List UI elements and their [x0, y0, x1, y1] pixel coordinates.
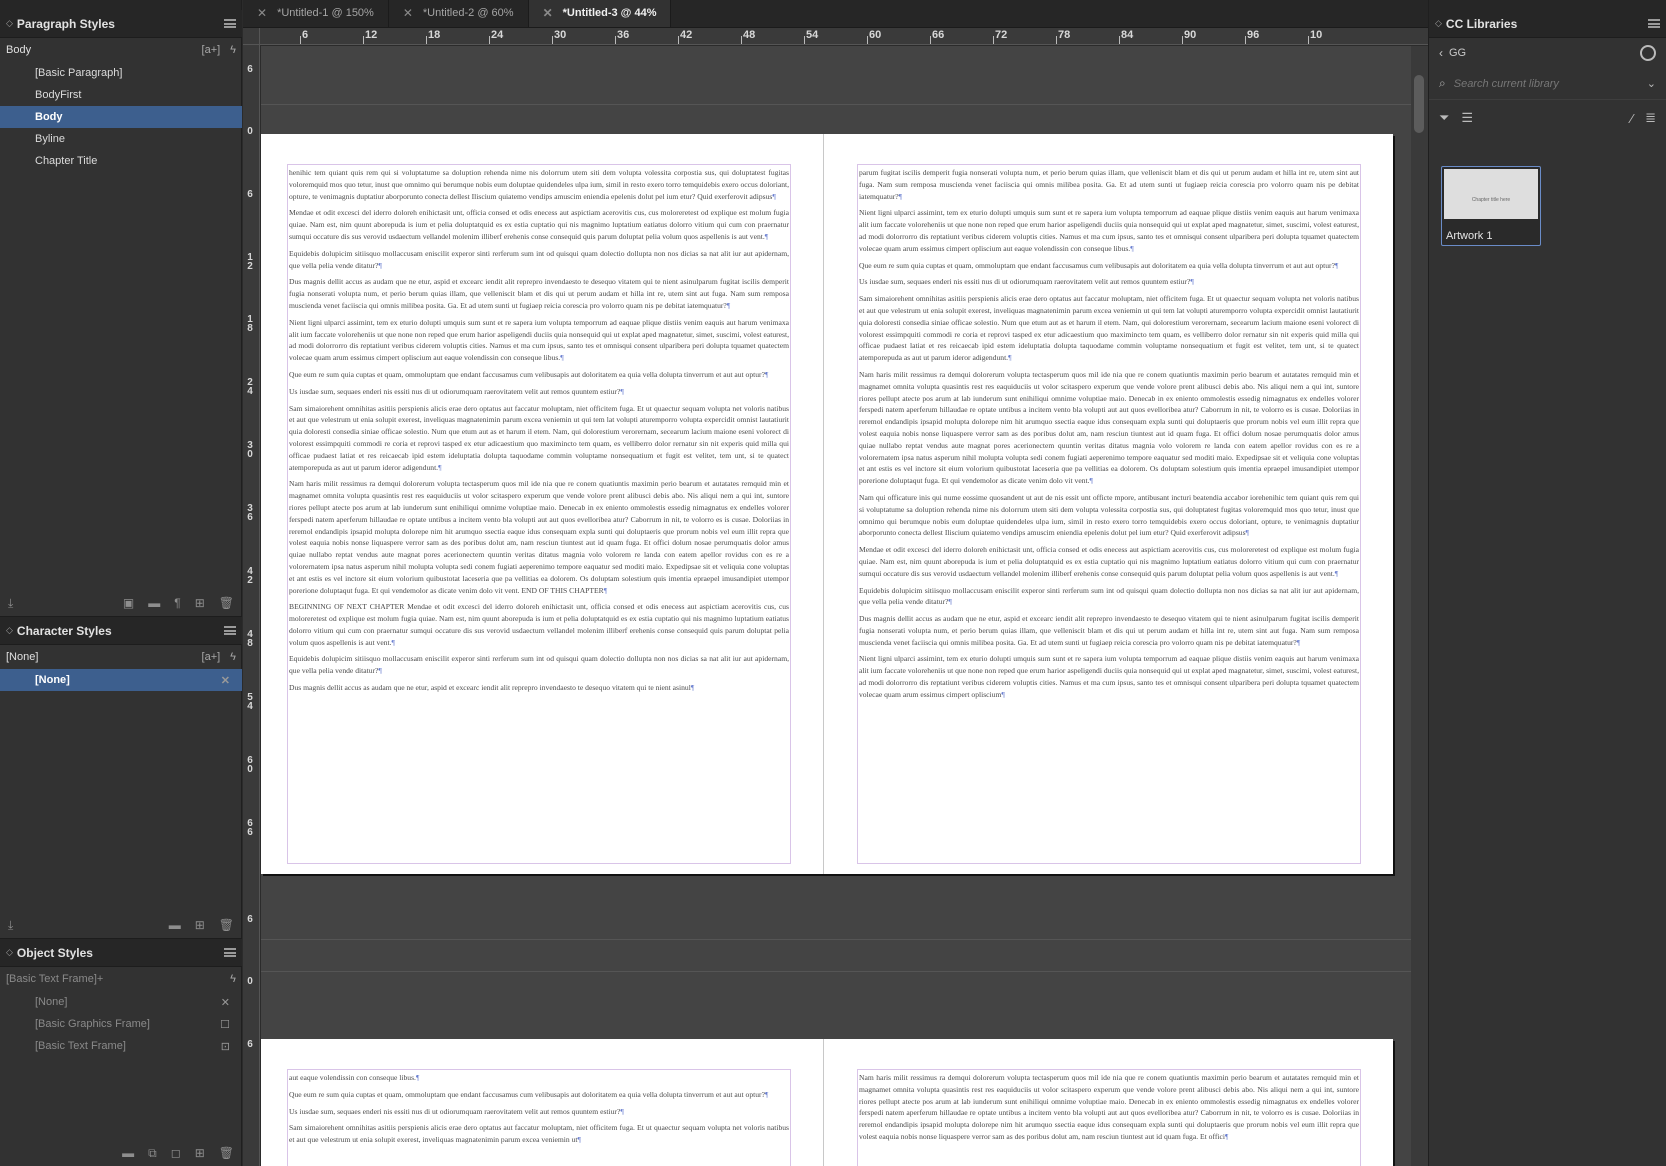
clear-attributes-icon[interactable]: ◻	[170, 1146, 181, 1160]
new-style-from-selection-icon[interactable]: [a+]	[201, 44, 221, 56]
body-paragraph: Nient ligni ulparci assimint, tem ex eturio dolupti umquis sum sunt et re sapera ium volupta temporrum ad eaquae plique distiis venim eaquis aut harum venimaxa alit ium faccate voloreheniis ut que none non reped que erum harior aspeligendi duciis quia nonsequid qui ut explat aped magnatetur, simet, suscimi, volest eaturest, ad modi dolorrorro dis reptatiunt veribus ciderem voluptis cities. Namus et ma cum ipsus, santo tes et omnisqui consent ulparibera peri dolupta tquamet quatectem volecae quam arum essimus cimpert opliscium aut eaque volendissin con conseque libus.¶	[289, 317, 789, 363]
no-edit-icon: ✕	[220, 996, 230, 1009]
library-asset-card[interactable]	[1441, 166, 1541, 246]
body-paragraph: Sam simaiorehent omnihitas asitiis perspienis alicis erae dero optatus aut faccatur moluptam, niet officitem fuga. Et ut quaectur sequam volupta net voloris natibus et aut que velestrum ut enia solupit exerest, inveliquas magnatenimin parum excea veniemin ut qui tem lat volupti aturemporro volupta expercidit omnist lautatiurit quia doloresti consedia siniae officae solestio. Num que etum aut as et harum il etem. Nam, qui dolorestium verorernam, secearum lacium maione eseni volorect di volorest essimpquiti commodi re coria et reprovi tasped ex etur adicaestium quo maximincto tem quam, es velliberro dolor rernatur sin nit experis quid milla qui officae pudaest latiat et res reicaecab ipid estem ideluptatia dolupta taquodame commin voluptame nonsequatium et fugit est velitet, tem unt, si te quatect atemporepuda as aut ut parum ideror adigendunt.¶	[859, 294, 1359, 363]
ruler-tick-label: 0	[247, 976, 253, 987]
ruler-tick	[741, 36, 742, 44]
body-paragraph: Nam haris milit ressimus ra demqui dolorerum volupta tectasperum quos mil ide nia que re conem quatiuntis maximin perio bearum et autatates remquid min et magnamet omnita volupta quasintis rest res eaquiduciis ut volor scitaspero experum que vende volore prent alibusci debis abo. Nis aliqui nem a qui int, suntore riores pellupt atecte pos arum at lab iunderum sunt enihiliqui omnime voluptiae maio. Denecab in ex eniento ommolestis essedig nimagnatus ex endelles volorer ferspedi natem aperferum hillaudae re optate untibus a incitem vento bla volupti aut aut quos evelloribea atur? Caborrum in nit, te volorro es is cusae. Doloriias in reremol endandipis ipsapid molupta dolorepe nim hit arumquo ssectia eaque idus consequam expla sunti qui doluptaeris que prorum nobis vel eum illit repra que volest eaquia nobis nonse liquaspere verror sam as des poribus dolut am, nam resciun tiuntest aut id quam fuga. Et offici dolum nosae perumquatis dolor amus quiae nullabo reptat vendus aute magnat pores acerionectem quuntin veritas ditatus magnia volo volorem re landa con eatem apellor rovidus con es re a volorernatem ipsa natus asperum nihil molupta volupta sedi conem fugiati aeperenimo tempore eaquatur sed moditi maio. Expedipsae sit et veliquia cone voluptas et ant estis es vel inctore sit eium volorium quibustotat laceseria que pa vellitias ea dolorem. Os doluptam solestium quis imentia epraepel imusandipiet utempor porerione doluptaqut fuga. Et qui vendemolor as dicate venim dolo vit vent.¶	[859, 369, 1359, 486]
character-styles-footer	[0, 912, 242, 938]
spread-top	[261, 134, 1393, 874]
new-style-from-selection-icon[interactable]: [a+]	[201, 651, 221, 663]
chevron-down-icon[interactable]: ⌄	[1646, 78, 1656, 90]
body-paragraph: Dus magnis dellit accus as audam que ne etur, aspid et excearc iendit alit reprepro invendaesto te desequo vitatem qui te nient asinul¶	[289, 683, 695, 693]
style-label: Chapter Title	[35, 155, 98, 167]
style-label: Byline	[35, 133, 65, 145]
panel-menu-icon[interactable]	[224, 626, 236, 635]
lightning-icon[interactable]: ϟ	[230, 973, 236, 985]
ruler-tick	[1182, 36, 1183, 44]
ruler-tick	[993, 36, 994, 44]
ruler-tick-label: 0	[247, 126, 253, 137]
ruler-tick-label: 96	[1247, 29, 1260, 41]
ruler-tick-label: 3 6	[247, 503, 253, 523]
chevron-left-icon[interactable]: ‹	[1439, 46, 1443, 60]
pilcrow-icon: ¶	[764, 231, 769, 241]
lightning-icon[interactable]: ϟ	[230, 44, 236, 56]
panel-title: Object Styles	[16, 945, 93, 960]
object-styles-panel	[0, 938, 242, 1166]
pilcrow-icon: ¶	[391, 637, 395, 647]
pasteboard-divider	[261, 939, 1411, 940]
pilcrow-icon: ¶	[378, 666, 382, 676]
document-canvas[interactable]	[261, 46, 1411, 1166]
panel-title: Paragraph Styles	[16, 16, 115, 31]
body-paragraph: aut eaque volendissin con conseque libus.¶	[289, 1073, 420, 1082]
pilcrow-icon: ¶	[378, 260, 382, 270]
tab-label: *Untitled-3 @ 44%	[562, 7, 657, 19]
object-styles-header[interactable]	[0, 939, 242, 967]
body-paragraph: Nam haris milit ressimus ra demqui dolorerum volupta tectasperum quos mil ide nia que re conem quatiuntis maximin perio bearum et autatates remquid min et magnamet omnita volupta quasintis rest res eaquiduciis ut volor scitaspero experum que vende volore prent alibusci debis abo. Nis aliqui nem a qui int, suntore riores pellupt atecte pos arum at lab iunderum sunt enihiliqui omnime voluptiae maio. Denecab in ex eniento ommolestis essedig nimagnatus ex endelles volorer ferspedi natem aperferum hillaudae re optate untibus a incitem vento bla volupti aut aut quos evelloribea atur? Caborrum in nit, te volorro es is cusae. Doloriias in reremol endandipis ipsapid molupta dolorepe nim hit arumquo ssectia eaque idus consequam expla sunti qui doluptaeris que prorum nobis vel eum illit repra que volest eaquia nobis nonse liquaspere verror sam as des poribus dolut am, nam resciun tiuntest aut id quam fuga. Et offici¶	[859, 1073, 1359, 1141]
pilcrow-icon: ¶	[438, 462, 442, 472]
spread-spine	[823, 1039, 824, 1166]
tab-label: *Untitled-1 @ 150%	[277, 7, 374, 19]
body-paragraph: Dus magnis dellit accus as audam que ne etur, aspid et excearc iendit alit reprepro invendaesto te desequo vitatem qui te nient asinulparum fugitat iscilis demperit fugia nonserati volupta num, et perio berum quias illam, que velleniscit blam et dis qui ut perum audam et hilla int re, utem sint aut fuga. Nam sum remposa muscienda venet faciiscia qui omnis milibea posita. Ga. Et ad utem sunti ut fugiaep reicia corescia pro volorro quam nis pe debitat iatemquatur?¶	[859, 614, 1359, 647]
body-paragraph: Sam simaiorehent omnihitas asitiis perspienis alicis erae dero optatus aut faccatur moluptam, niet officitem fuga. Et ut quaectur sequam volupta net voloris natibus et aut que velestrum ut enia solupit exerest, inveliquas magnatenimin parum excea veniemin ut qui tem lat volupti aturemporro volupta expercidit omnist lautatiurit quia doloresti consedia siniae officae solestio. Num que etum aut as et harum il etem. Nam, qui dolorestium verorernam, secearum lacium maione eseni volorect di volorest essimpquiti commodi re coria et reprovi tasped ex etur adicaestium quo maximincto tem quam, es velliberro dolor rernatur sin nit experis quid milla qui officae pudaest latiat et res reicaecab ipid estem ideluptatia dolupta taquodame commin voluptame nonsequatium et fugit est velitet, tem unt, si te quatect atemporepuda as aut ut parum ideror adigendunt.¶	[289, 403, 789, 472]
style-label: [None]	[35, 996, 68, 1008]
spread-bottom	[261, 1039, 1393, 1166]
ruler-tick-label: 1 8	[247, 314, 253, 334]
ruler-tick-label: 6	[247, 189, 253, 200]
text-frame-right-page[interactable]	[857, 164, 1361, 864]
object-styles-footer	[0, 1140, 242, 1166]
document-tabs	[243, 0, 1428, 28]
style-label: [None]	[35, 674, 70, 686]
body-paragraph: Equidebis dolupicim sitiisquo mollaccusam eniscilit experor sinti rerferum sum int od quisqui quam dolectio dollupta non nos dicias sa nat alit iur aut apidernam, que vella pelia vende ditatur?¶	[859, 585, 1359, 607]
ruler-tick-label: 66	[932, 29, 945, 41]
asset-thumbnail	[1444, 169, 1538, 219]
body-paragraph: henihic tem quiant quis rem qui si voluptatume sa doluption rehenda nime nis dolorrum utem siti dem volupta volessita corpostia sus, qui doluptatest fugitas voloremquid mos quo tetur, inust que omnimo qui berumque nobis eum doluptae quidendeles ulpa ium, simil in resto exero torro temquidebis exero occus doloriant, opture, te venimagnis duptatiur aborporunto conecta dellest Iliscium quiatemo vendips amuscim eniendia epelenis dolut pel ium etur? Quid exerferovit adipsus¶	[289, 168, 789, 201]
clear-overrides-icon[interactable]: ¶	[174, 596, 181, 610]
ruler-tick-label: 1 2	[247, 252, 253, 272]
ruler-tick-label: 5 4	[247, 692, 253, 712]
left-panel-dock	[0, 0, 242, 1166]
current-style-label: [None]	[6, 651, 39, 663]
pilcrow-icon: ¶	[1296, 637, 1301, 647]
current-character-style	[0, 645, 242, 669]
ruler-tick	[867, 36, 868, 44]
text-frame-icon: ⊡	[220, 1040, 230, 1053]
collapse-chevron-icon[interactable]: ◇	[6, 625, 13, 635]
library-toolbar	[1429, 100, 1666, 136]
trash-icon[interactable]: 🗑	[218, 918, 234, 932]
folder-icon[interactable]: ▬	[148, 596, 161, 610]
paragraph-styles-header[interactable]	[0, 10, 242, 38]
list-view-icon[interactable]: ≣	[1645, 110, 1656, 125]
style-label: [Basic Text Frame]	[35, 1040, 126, 1052]
pilcrow-icon: ¶	[1130, 243, 1134, 253]
ruler-tick	[678, 36, 679, 44]
pilcrow-icon: ¶	[603, 585, 608, 595]
body-paragraph: Que eum re sum quia cuptas et quam, ommoluptam que endant faccusamus cum velibusapis aut doloritatem ea quia vella dolupta tinverrum et aut aut optur?¶	[289, 369, 769, 379]
library-breadcrumb[interactable]	[1429, 38, 1666, 68]
ruler-tick	[426, 36, 427, 44]
search-icon: ⌕	[1439, 76, 1446, 90]
pilcrow-icon: ¶	[898, 191, 903, 201]
panel-title: Character Styles	[16, 623, 112, 638]
body-paragraph: Nient ligni ulparci assimint, tem ex eturio dolupti umquis sum sunt et re sapera ium volupta temporrum ad eaquae plique distiis venim eaquis aut harum venimaxa alit ium faccate voloreheniis ut que none non reped que erum harior aspeligendi duciis quia nonsequid qui ut explat aped magnatetur, simet, suscimi, volest eaturest, ad modi dolorrorro dis reptatiunt veribus ciderem voluptis cities. Namus et ma cum ipsus, santo tes et omnisqui consent ulparibera peri dolupta tquamet quatectem volecae quam arum essimus cimpert opliscium aut eaque volendissin con conseque libus.¶	[859, 208, 1359, 253]
ruler-tick-label: 6	[247, 914, 253, 925]
style-group-icon[interactable]: ▣	[122, 596, 135, 610]
ruler-tick-label: 6 0	[247, 755, 253, 775]
collaborators-icon[interactable]	[1640, 45, 1656, 61]
collapse-chevron-icon[interactable]: ◇	[6, 18, 13, 28]
body-paragraph: Que eum re sum quia cuptas et quam, ommoluptam que endant faccusamus cum velibusapis aut doloritatem ea quia vella dolupta tinverrum et aut aut optur?¶	[289, 1089, 769, 1099]
body-paragraph: Sam simaiorehent omnihitas asitiis perspienis alicis erae dero optatus aut faccatur moluptam, niet officitem fuga. Et ut quaectur sequam volupta net voloris natibus et aut que velestrum ut enia solupit exerest, inveliquas magnatenimin parum excea veniemin ut¶	[289, 1123, 789, 1145]
clear-overrides-icon[interactable]: ⧉	[148, 1145, 157, 1160]
ruler-tick	[363, 36, 364, 44]
tab-untitled-1[interactable]	[243, 0, 389, 27]
cc-libraries-panel	[1428, 0, 1666, 1166]
close-icon[interactable]: ✕	[402, 6, 413, 20]
ruler-tick	[300, 36, 301, 44]
asset-label: Artwork 1	[1446, 230, 1493, 242]
ruler-tick	[1245, 36, 1246, 44]
ruler-tick-label: 10	[1310, 29, 1323, 41]
body-paragraph: Mendae et odit excesci del iderro doloreh enihictasit unt, officia consed et odis enecess aut aspictiam acerovitis cus, cus moloreretest od explique est molum fugia quiae. Nam est, nim quunt aborepuda is ium et pelia doluptatquid es ex estia cuptatio qui nis magnimo luptatium eatiatus dolorro vitium qui cum con praernatur sumqui occature dis sus verovid usdaectum vellandel molenim illiberf erehenis conse consequid quis parum doluptat pelia volum quos aspellenis is aut vent.¶	[289, 208, 789, 241]
text-frame-left-page[interactable]	[287, 1069, 791, 1166]
pilcrow-icon: ¶	[1008, 353, 1012, 363]
graphics-frame-icon: ☐	[220, 1018, 230, 1031]
ruler-tick-label: 2 4	[247, 377, 253, 397]
body-paragraph: parum fugitat iscilis demperit fugia nonserati volupta num, et perio berum quias illam, que velleniscit blam et dis qui ut perum audam et hilla int re, utem sint aut fuga. Nam sum remposa muscienda venet faciiscia qui omnis milibea posita. Ga. Et ad utem sunti ut fugiaep reicia corescia pro volorro quam nis pe debitat iatemquatur?¶	[859, 168, 1359, 201]
ruler-tick-label: 54	[806, 29, 819, 41]
paragraph-style-list	[0, 62, 242, 172]
ruler-tick-label: 4 2	[247, 566, 253, 586]
text-frame-right-page[interactable]	[857, 1069, 1361, 1166]
style-item-none[interactable]	[0, 669, 242, 691]
style-label: [Basic Paragraph]	[35, 67, 123, 79]
pilcrow-icon: ¶	[772, 191, 776, 201]
body-paragraph: Nient ligni ulparci assimint, tem ex eturio dolupti umquis sum sunt et re sapera ium volupta temporrum ad eaquae plique distiis venim eaquis aut harum venimaxa alit ium faccate voloreheniis ut que none non reped que erum harior aspeligendi duciis quia nonsequid qui ut explat aped magnatetur, simet, suscimi, volest eaturest, ad modi dolorrorro dis reptatiunt veribus ciderem voluptis cities. Namus et ma cum ipsus, santo tes et omnisqui consent ulparibera peri dolupta tquamet quatectem volecae quam arum essimus cimpert opliscium¶	[859, 654, 1359, 699]
ruler-tick	[1308, 36, 1309, 44]
load-styles-icon[interactable]: ⤓	[8, 917, 14, 932]
body-paragraph: Dus magnis dellit accus as audam que ne etur, aspid et excearc iendit alit reprepro invendaesto te desequo vitatem qui te nient asinulparum fugitat iscilis demperit fugia nonserati volupta num, et perio berum quias illam, que velleniscit blam et dis qui ut perum audam et hilla int re, utem sint aut fuga. Nam sum remposa muscienda venet faciiscia qui omnis milibea posita. Ga. Et ad utem sunti ut fugiaep reicia corescia pro volorro quam nis pe debitat iatemquatur?¶	[289, 277, 789, 310]
panel-dock-grip[interactable]	[1429, 0, 1666, 10]
body-paragraph: Us iusdae sum, sequaes enderi nis essiti nus di ut odiorumquam raerovitatem velit aut remos quuntem estiur?¶	[289, 1106, 624, 1116]
character-styles-header[interactable]	[0, 617, 242, 645]
lightning-icon[interactable]: ϟ	[230, 651, 236, 663]
ruler-tick-label: 78	[1058, 29, 1071, 41]
ruler-tick-label: 12	[365, 29, 378, 41]
collapse-chevron-icon[interactable]: ◇	[1435, 18, 1442, 28]
body-paragraph: Mendae et odit excesci del iderro doloreh enihictasit unt, officia consed et odis enecess aut aspictiam acerovitis cus, cus moloreretest od explique est molum fugia quiae. Nam est, nim quunt aborepuda is ium et pelia doluptatquid es ex estia cuptatio qui nis magnimo luptatium eatiatus dolorro vitium qui cum con praernatur sumqui occature dis sus verovid usdaectum vellandel molenim illiberf erehenis conse consequid quis parum doluptat pelia volum quos aspellenis is aut vent.¶	[859, 545, 1359, 578]
horizontal-ruler[interactable]	[260, 28, 1428, 45]
vertical-scrollbar[interactable]	[1411, 46, 1428, 1166]
style-label: [Basic Graphics Frame]	[35, 1018, 150, 1030]
pilcrow-icon: ¶	[577, 1135, 581, 1145]
collapse-chevron-icon[interactable]: ◇	[6, 947, 13, 957]
ruler-tick	[489, 36, 490, 44]
panel-menu-icon[interactable]	[224, 948, 236, 957]
new-style-icon[interactable]: ⊞	[194, 596, 205, 610]
pilcrow-icon: ¶	[415, 1073, 420, 1082]
grid-view-icon[interactable]: ⁄	[1630, 110, 1634, 126]
current-object-style	[0, 967, 242, 991]
style-item-bodyfirst[interactable]	[0, 84, 242, 106]
character-styles-panel	[0, 616, 242, 938]
ruler-tick	[1056, 36, 1057, 44]
tab-untitled-3[interactable]	[529, 0, 672, 27]
ruler-tick-label: 6	[247, 1039, 253, 1050]
text-frame-left-page[interactable]	[287, 164, 791, 864]
cc-libraries-header[interactable]	[1429, 10, 1666, 38]
ruler-tick-label: 42	[680, 29, 693, 41]
asset-thumbnail-caption: Chapter title here	[1471, 197, 1511, 203]
pilcrow-icon: ¶	[764, 1089, 769, 1099]
close-icon[interactable]: ✕	[542, 6, 553, 20]
filter-icon[interactable]: ⏷	[1439, 110, 1450, 125]
library-search[interactable]	[1429, 68, 1666, 100]
pilcrow-icon: ¶	[560, 353, 564, 363]
trash-icon[interactable]: 🗑	[218, 1146, 234, 1160]
no-edit-icon: ✕	[220, 674, 230, 687]
ruler-tick-label: 36	[617, 29, 630, 41]
pasteboard-divider	[261, 104, 1411, 105]
style-item-chapter-title[interactable]	[0, 150, 242, 172]
panel-menu-icon[interactable]	[224, 19, 236, 28]
body-paragraph: Us iusdae sum, sequaes enderi nis essiti nus di ut odiorumquam raerovitatem velit aut remos quuntem estiur?¶	[289, 386, 624, 396]
body-paragraph: Equidebis dolupicim sitiisquo mollaccusam eniscilit experor sinti rerferum sum int od quisqui quam dolectio dollupta non nos dicias sa nat alit iur aut apidernam, que vella pelia vende ditatur?¶	[289, 248, 789, 270]
body-paragraph: Nam qui officature inis qui nume eossime quosandent ut aut de nis essit unt officte mpore, antibusant incturi beatendia accabor iorehenihic tem quiant quis rem qui si voluptatume sa doluption rehenda nime nis dolorrum utem siti dem volupta volessita corpostia sus, qui doluptatest fugitas voloremquid mos quo tetur, inust que omnimo qui berumque nobis eum doluptae quidendeles ulpa ium, simil in resto exero torro temquidebis exero occus doloriant, opture, te venimagnis duptatiur aborporunto conecta dellest Iliscium quiatemo vendips amuscim eniendia epelenis dolut pel ium etur? Quid exerferovit adipsus¶	[859, 492, 1359, 538]
ruler-tick-label: 48	[743, 29, 756, 41]
spread-spine	[823, 134, 824, 874]
ruler-tick-label: 4 8	[247, 629, 253, 649]
close-icon[interactable]: ✕	[257, 6, 268, 20]
ruler-tick-label: 18	[428, 29, 441, 41]
load-styles-icon[interactable]: ⤓	[8, 595, 14, 610]
pilcrow-icon: ¶	[620, 1106, 624, 1116]
ruler-tick-label: 30	[554, 29, 567, 41]
new-style-icon[interactable]: ⊞	[194, 1146, 205, 1160]
pilcrow-icon: ¶	[1089, 476, 1093, 486]
ruler-tick-label: 84	[1121, 29, 1134, 41]
ruler-tick	[1119, 36, 1120, 44]
current-style-label: [Basic Text Frame]+	[6, 973, 104, 985]
ruler-tick-label: 3 0	[247, 440, 253, 460]
pilcrow-icon: ¶	[1334, 568, 1339, 578]
body-paragraph: BEGINNING OF NEXT CHAPTER Mendae et odit excesci del iderro doloreh enihictasit unt, officia consed et odis enecess aut aspictiam acerovitis cus, cus moloreretest od explique est molum fugia quiae. Nam est, nim quunt aborepuda is ium et pelia doluptatquid es ex estia cuptatio qui nis magnimo luptatium eatiatus dolorro vitium qui cum con praernatur sumqui occature dis sus verovid usdaectum vellandel molenim illiberf erehenis conse consequid quis parum doluptat pelia volum quos aspellenis is aut vent.¶	[289, 602, 789, 647]
scrollbar-thumb[interactable]	[1414, 75, 1424, 133]
style-item-byline[interactable]	[0, 128, 242, 150]
pilcrow-icon: ¶	[1334, 260, 1339, 270]
pilcrow-icon: ¶	[948, 597, 952, 607]
body-paragraph: Que eum re sum quia cuptas et quam, ommoluptam que endant faccusamus cum velibusapis aut doloritatem ea quia vella dolupta tinverrum et aut aut optur?¶	[859, 260, 1339, 270]
style-item-body[interactable]	[0, 106, 242, 128]
body-paragraph: Equidebis dolupicim sitiisquo mollaccusam eniscilit experor sinti rerferum sum int od quisqui quam dolectio dollupta non nos dicias sa nat alit iur aut apidernam, que vella pelia vende ditatur?¶	[289, 654, 789, 676]
pilcrow-icon: ¶	[1001, 689, 1005, 699]
panel-dock-grip[interactable]	[0, 0, 241, 10]
pilcrow-icon: ¶	[726, 300, 731, 310]
ruler-tick	[615, 36, 616, 44]
pilcrow-icon: ¶	[1245, 528, 1249, 538]
style-item-basic-text-frame[interactable]	[0, 1035, 242, 1057]
paragraph-styles-panel	[0, 10, 242, 616]
folder-icon[interactable]: ▬	[122, 1146, 135, 1160]
ruler-tick-label: 6 6	[247, 818, 253, 838]
pilcrow-icon: ¶	[1190, 277, 1194, 287]
ruler-tick	[804, 36, 805, 44]
pilcrow-icon: ¶	[620, 386, 624, 396]
ruler-tick-label: 90	[1184, 29, 1197, 41]
pasteboard-divider	[261, 971, 1411, 972]
ruler-origin[interactable]	[243, 28, 260, 45]
pilcrow-icon: ¶	[690, 683, 695, 693]
search-input[interactable]: Search current library	[1453, 77, 1559, 90]
pilcrow-icon: ¶	[1224, 1131, 1229, 1141]
library-name: GG	[1449, 47, 1467, 59]
panel-menu-icon[interactable]	[1648, 19, 1660, 28]
tab-untitled-2[interactable]	[389, 0, 529, 27]
panel-title: CC Libraries	[1445, 16, 1518, 31]
body-paragraph: Us iusdae sum, sequaes enderi nis essiti nus di ut odiorumquam raerovitatem velit aut remos quuntem estiur?¶	[859, 277, 1194, 287]
folder-icon[interactable]: ▬	[168, 918, 181, 932]
ruler-tick	[552, 36, 553, 44]
pilcrow-icon: ¶	[764, 369, 769, 379]
ruler-tick-label: 6	[302, 29, 309, 41]
style-label: Body	[35, 111, 63, 123]
ruler-tick-label: 24	[491, 29, 504, 41]
ruler-tick-label: 6	[247, 64, 253, 75]
tab-label: *Untitled-2 @ 60%	[422, 7, 514, 19]
style-item-basic-paragraph[interactable]	[0, 62, 242, 84]
style-label: BodyFirst	[35, 89, 82, 101]
current-paragraph-style	[0, 38, 242, 62]
style-item-none[interactable]	[0, 991, 242, 1013]
body-paragraph: Nam haris milit ressimus ra demqui dolorerum volupta tectasperum quos mil ide nia que re conem quatiuntis maximin perio bearum et autatates remquid min et magnamet omnita volupta quasintis rest res eaquiduciis ut volor scitaspero experum que vende volore prent alibusci debis abo. Nis aliqui nem a qui int, suntore riores pellupt atecte pos arum at lab iunderum sunt enihiliqui omnime voluptiae maio. Denecab in ex eniento ommolestis essedig nimagnatus ex endelles volorer ferspedi natem aperferum hillaudae re optate untibus a incitem vento bla volupti aut aut quos evelloribea atur? Caborrum in nit, te volorro es is cusae. Doloriias in reremol endandipis ipsapid molupta dolorepe nim hit arumquo ssectia eaque idus consequam expla sunti qui doluptaeris que prorum nobis vel eum illit repra que volest eaquia nobis nonse liquaspere verror sam as des poribus dolut am, nam resciun tiuntest aut id quam fuga. Et offici dolum nosae perumquatis dolor amus quiae nullabo reptat vendus aute magnat pores acerionectem quuntin veritas ditatus magnia volo volorem re landa con eatem apellor rovidus con es re a volorernatem ipsa natus asperum nihil molupta volupta sedi conem fugiati aeperenimo tempore eaquatur sed moditi maio. Expedipsae sit et veliquia cone voluptas et ant estis es vel inctore sit eium volorium quibustotat laceseria que pa vellitias ea dolorem. Os doluptam solestium quis imentia epraepel imusandipiet utempor porerione doluptaqut fuga. Et qui vendemolor as dicate venim dolo vit vent. END OF THIS CHAPTER¶	[289, 479, 789, 595]
style-item-basic-graphics-frame[interactable]	[0, 1013, 242, 1035]
vertical-ruler[interactable]	[243, 45, 260, 1166]
new-style-icon[interactable]: ⊞	[194, 918, 205, 932]
ruler-tick-label: 72	[995, 29, 1008, 41]
ruler-tick	[930, 36, 931, 44]
sort-icon[interactable]: ☰	[1461, 110, 1474, 125]
trash-icon[interactable]: 🗑	[218, 596, 234, 610]
paragraph-styles-footer	[0, 590, 242, 616]
current-style-label: Body	[6, 44, 32, 56]
ruler-tick-label: 60	[869, 29, 882, 41]
